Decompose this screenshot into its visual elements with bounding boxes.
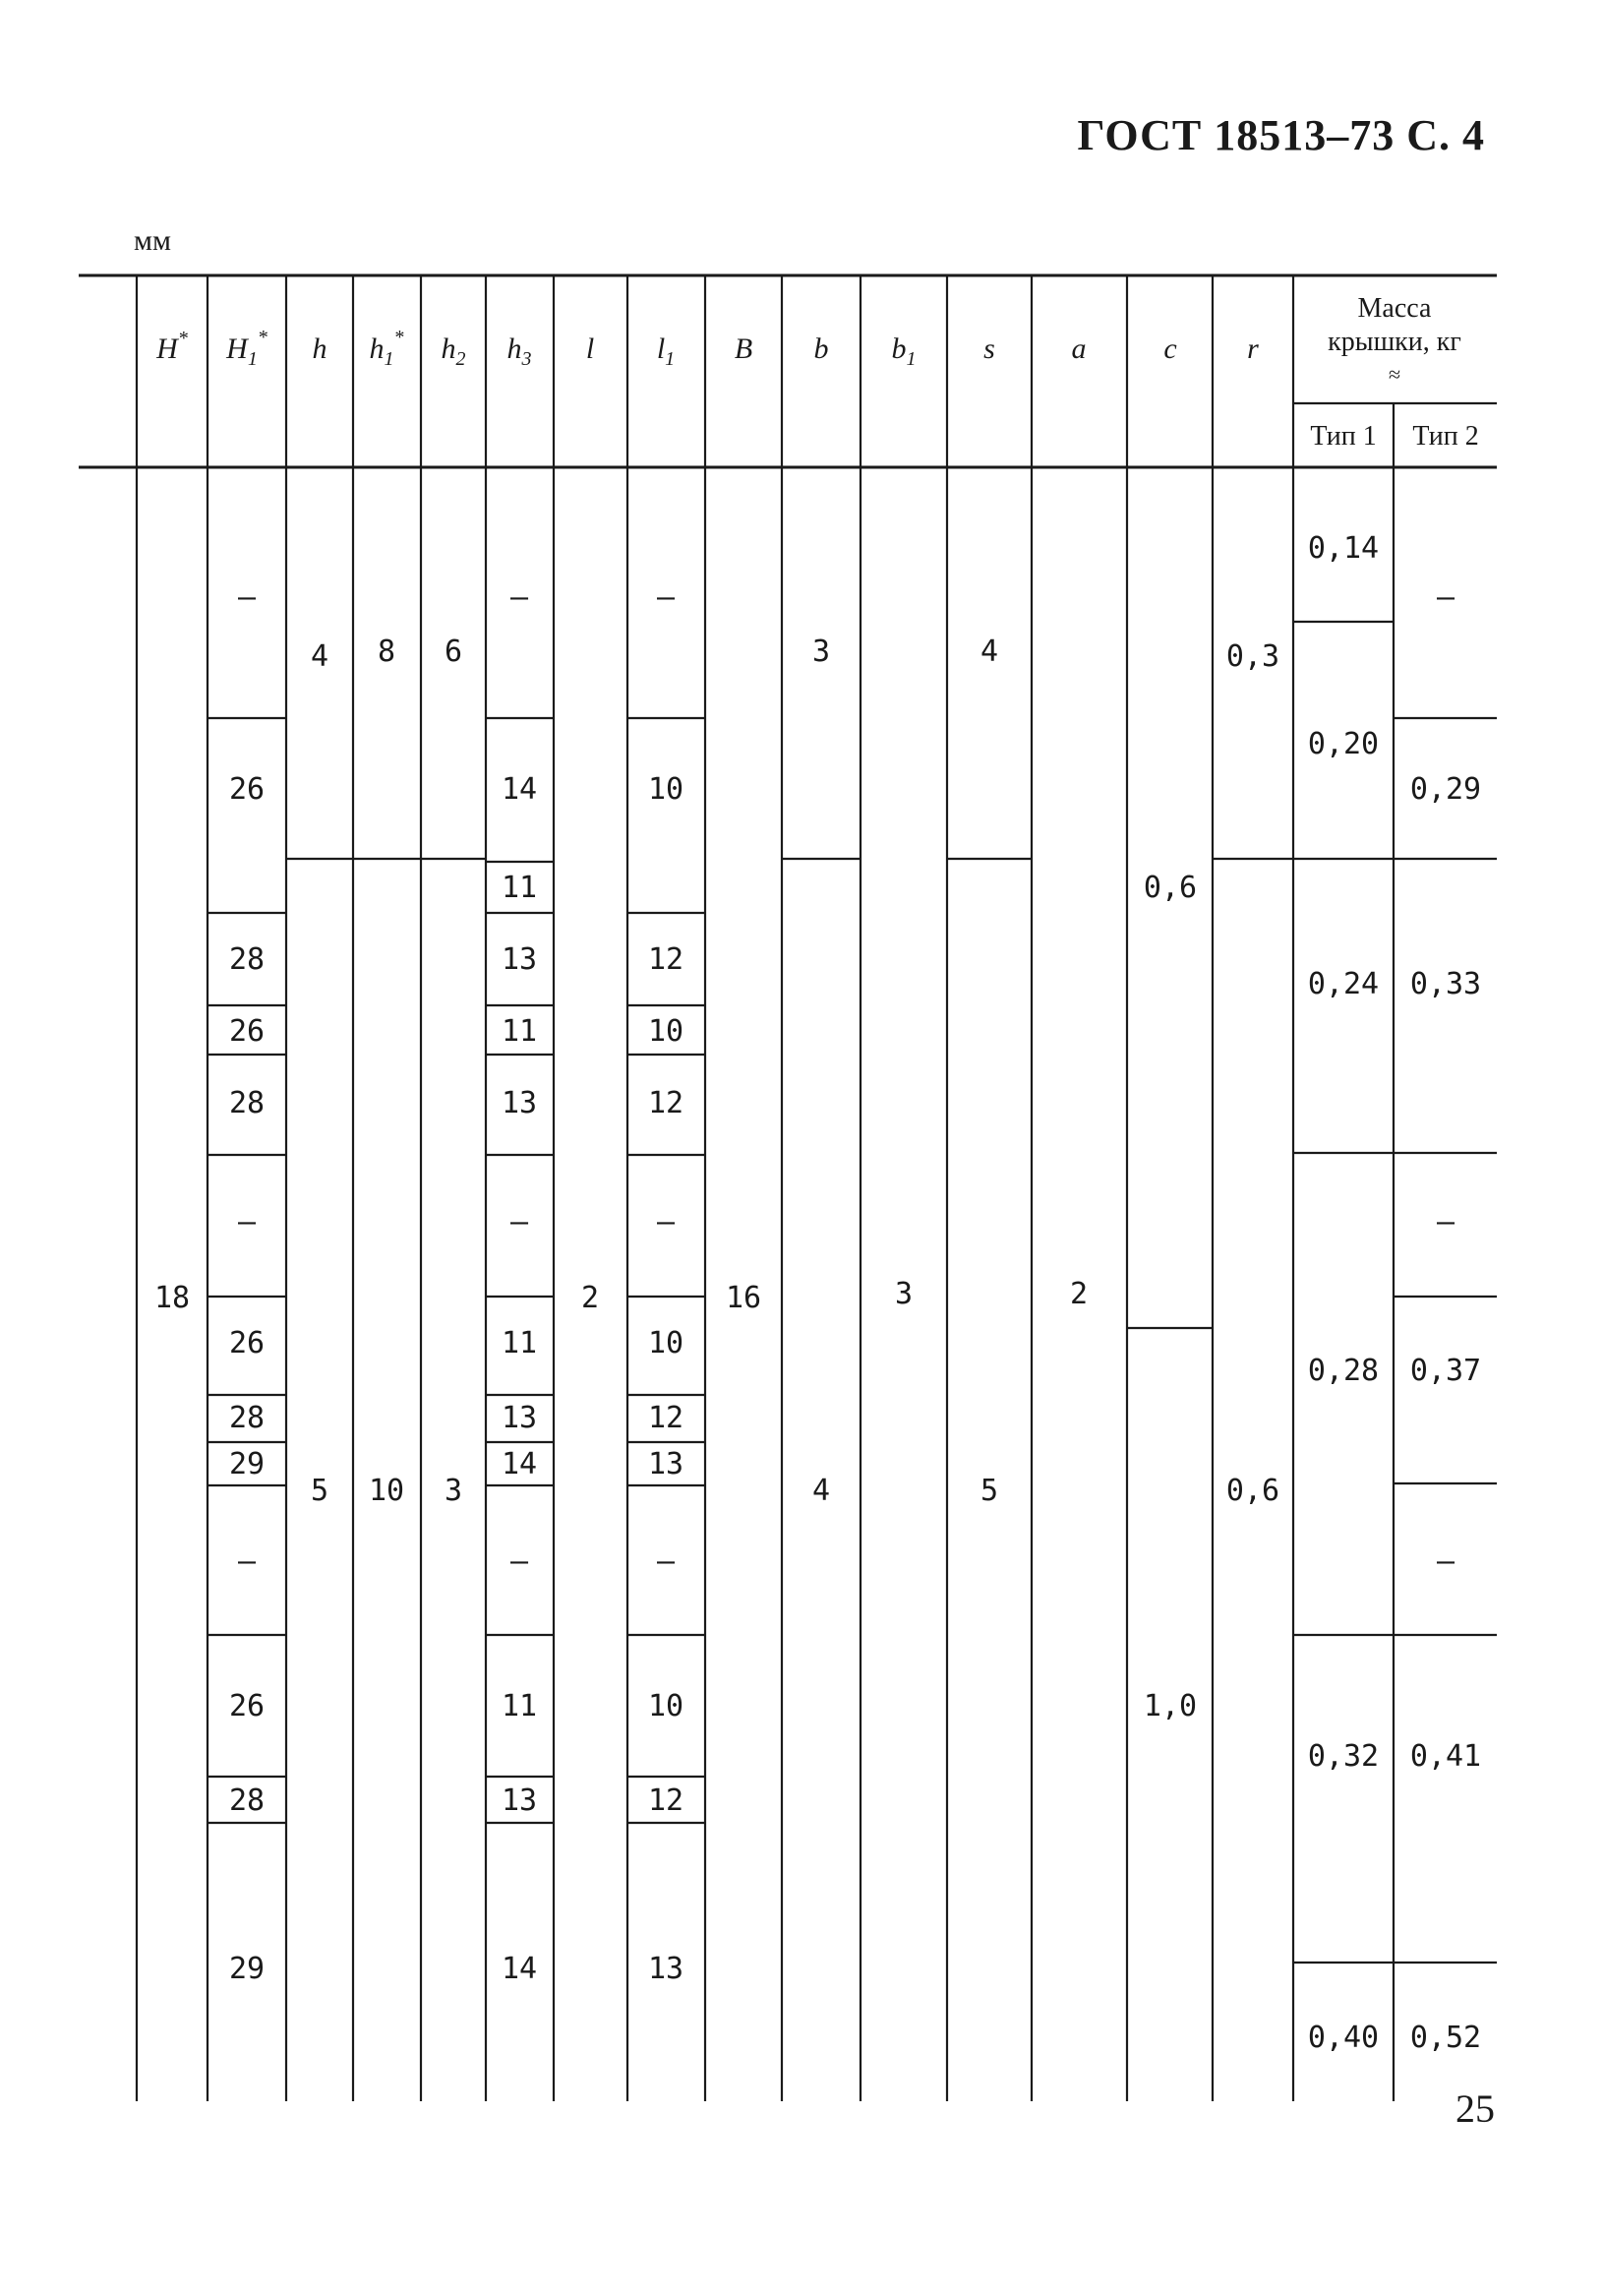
- column-header-r: r: [1247, 332, 1259, 365]
- cell-H1-10: 26: [228, 1689, 266, 1723]
- cell-b1-0: 3: [894, 1277, 914, 1311]
- column-header-b: b: [813, 332, 829, 365]
- document-header: ГОСТ 18513–73 С. 4: [1077, 111, 1485, 159]
- table-lines: [79, 275, 1497, 2101]
- cell-H1-1: 26: [228, 772, 266, 807]
- cell-mass-type2-2: 0,33: [1409, 967, 1482, 1001]
- cell-h3-2: 11: [501, 871, 538, 905]
- mass-header-line3: ≈: [1388, 362, 1401, 387]
- cell-l1-6: 10: [647, 1326, 684, 1360]
- cell-h3-3: 13: [501, 942, 538, 977]
- cell-h-0: 4: [310, 639, 329, 674]
- page-number: 25: [1455, 2086, 1495, 2131]
- cell-h3-0: —: [509, 580, 529, 615]
- cell-mass-type2-1: 0,29: [1409, 772, 1482, 807]
- cell-h3-6: —: [509, 1205, 529, 1239]
- cell-h1-1: 10: [368, 1474, 405, 1508]
- cell-mass-type1-2: 0,24: [1307, 967, 1380, 1001]
- cell-l1-5: —: [656, 1205, 676, 1239]
- mass-type1-header: Тип 1: [1310, 421, 1377, 452]
- cell-s-0: 4: [980, 634, 999, 669]
- cell-H1-9: —: [237, 1544, 257, 1579]
- cell-c-1: 1,0: [1143, 1689, 1198, 1723]
- cell-c-0: 0,6: [1143, 871, 1198, 905]
- cell-h3-13: 14: [501, 1952, 538, 1986]
- cell-l1-11: 12: [647, 1783, 684, 1818]
- cell-H1-5: —: [237, 1205, 257, 1239]
- column-header-l1: $l_1$: [656, 332, 676, 370]
- column-header-b1: $b_1$: [891, 332, 917, 370]
- cell-H-0: 18: [153, 1281, 191, 1315]
- cell-mass-type2-7: 0,52: [1409, 2021, 1482, 2055]
- cell-B-0: 16: [725, 1281, 762, 1315]
- cell-l1-8: 13: [647, 1447, 684, 1481]
- cell-H1-2: 28: [228, 942, 266, 977]
- cell-mass-type2-4: 0,37: [1409, 1354, 1482, 1388]
- cell-h3-1: 14: [501, 772, 538, 807]
- cell-l1-2: 12: [647, 942, 684, 977]
- cell-h3-5: 13: [501, 1086, 538, 1120]
- column-header-B: B: [734, 332, 753, 365]
- column-header-s: s: [983, 332, 995, 365]
- column-header-h3: $h_3$: [506, 332, 532, 370]
- column-header-h1: $h_1^*$: [369, 327, 404, 370]
- cell-l1-3: 10: [647, 1014, 684, 1049]
- column-header-H1: $H_1^*$: [226, 327, 267, 370]
- cell-mass-type1-1: 0,20: [1307, 727, 1380, 761]
- cell-H1-4: 28: [228, 1086, 266, 1120]
- cell-H1-3: 26: [228, 1014, 266, 1049]
- cell-l-0: 2: [580, 1281, 600, 1315]
- cell-h2-0: 6: [444, 634, 463, 669]
- cell-H1-8: 29: [228, 1447, 266, 1481]
- column-header-h: h: [312, 332, 327, 365]
- cell-mass-type1-3: 0,28: [1307, 1354, 1380, 1388]
- cell-mass-type1-0: 0,14: [1307, 531, 1380, 566]
- cell-mass-type1-5: 0,40: [1307, 2021, 1380, 2055]
- mass-header-line2: крышки, кг: [1328, 327, 1461, 357]
- cell-mass-type2-6: 0,41: [1409, 1739, 1482, 1774]
- cell-H1-11: 28: [228, 1783, 266, 1818]
- cell-h3-11: 11: [501, 1689, 538, 1723]
- cell-h-1: 5: [310, 1474, 329, 1508]
- cell-l1-7: 12: [647, 1401, 684, 1435]
- cell-h3-7: 11: [501, 1326, 538, 1360]
- cell-H1-12: 29: [228, 1952, 266, 1986]
- column-header-a: a: [1071, 332, 1087, 365]
- cell-h3-10: —: [509, 1544, 529, 1579]
- cell-H1-0: —: [237, 580, 257, 615]
- cell-r-0: 0,3: [1225, 639, 1280, 674]
- cell-h1-0: 8: [377, 634, 396, 669]
- cell-l1-0: —: [656, 580, 676, 615]
- cell-h3-12: 13: [501, 1783, 538, 1818]
- cell-l1-9: —: [656, 1544, 676, 1579]
- cell-h2-1: 3: [444, 1474, 463, 1508]
- cell-mass-type2-5: —: [1436, 1544, 1455, 1579]
- mass-header-line1: Масса: [1357, 293, 1432, 324]
- cell-mass-type2-3: —: [1436, 1205, 1455, 1239]
- header-row: [155, 327, 1259, 370]
- cell-a-0: 2: [1069, 1277, 1089, 1311]
- column-header-H: H*: [156, 328, 188, 365]
- cell-H1-6: 26: [228, 1326, 266, 1360]
- cell-h3-9: 14: [501, 1447, 538, 1481]
- cell-l1-1: 10: [647, 772, 684, 807]
- mass-type2-header: Тип 2: [1412, 421, 1479, 452]
- cell-l1-10: 10: [647, 1689, 684, 1723]
- cell-h3-4: 11: [501, 1014, 538, 1049]
- cell-H1-7: 28: [228, 1401, 266, 1435]
- cell-mass-type1-4: 0,32: [1307, 1739, 1380, 1774]
- cell-r-1: 0,6: [1225, 1474, 1280, 1508]
- cell-b-1: 4: [811, 1474, 831, 1508]
- column-header-h2: $h_2$: [441, 332, 466, 370]
- units-label: мм: [134, 224, 171, 257]
- cell-h3-8: 13: [501, 1401, 538, 1435]
- cell-mass-type2-0: —: [1436, 580, 1455, 615]
- column-header-l: l: [585, 332, 595, 365]
- cell-b-0: 3: [811, 634, 831, 669]
- cell-s-1: 5: [980, 1474, 999, 1508]
- column-header-c: c: [1163, 332, 1177, 365]
- cell-l1-4: 12: [647, 1086, 684, 1120]
- cell-l1-12: 13: [647, 1952, 684, 1986]
